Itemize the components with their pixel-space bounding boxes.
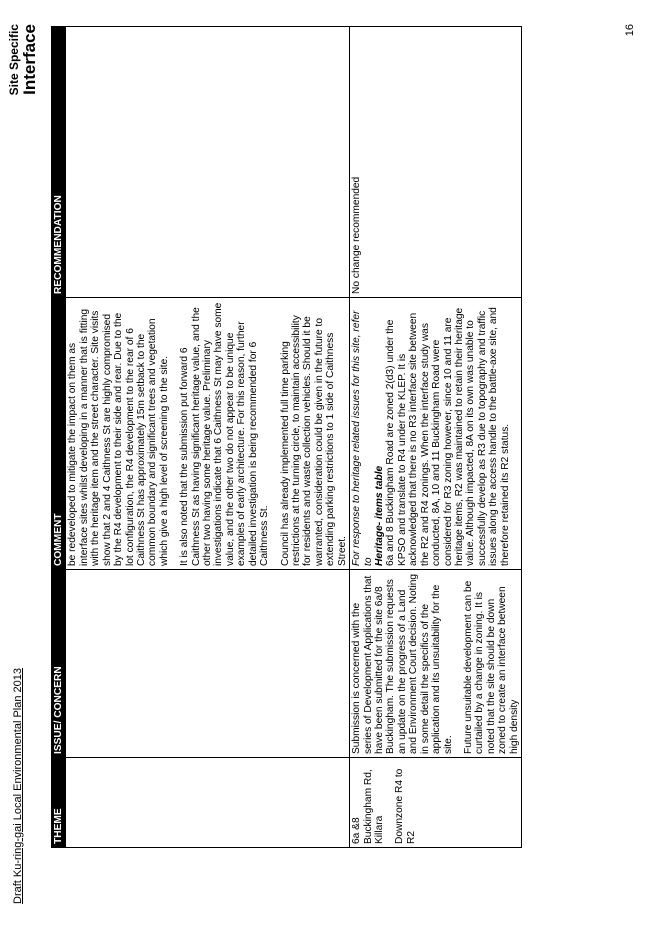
issue-cell: [66, 570, 350, 758]
comment-paragraph: be redeveloped to mitigate the impact on them as interface sites whilst developing in a manner that is fitting with the heritage item and the street character. Site visits show that 2 and 4 Caithness St are highly compromised by the R4 development to their side and rear. Due to the lot configuration, the R4 development to the rear of 6 Caithness St has approximately 15m setback to the common boundary and significant trees and vegetation which give a high level of screening to the site.: [67, 308, 170, 566]
comment-paragraph: It is also noted that the submission put forward 6 Caithness St as having significant heritage value, and the other two having some heritage value. Preliminary investigations indicate that 6 Caithness St may have some value, and the other two do not appear to be unique examples of early architecture. For this reason, further detailed investigation is being recommended for 6 Caithness St.: [179, 302, 271, 566]
comment-cell: [350, 298, 522, 570]
column-header-comment: COMMENT: [52, 298, 66, 570]
theme-site: 6a &8 Buckingham Rd, Killara: [351, 769, 385, 844]
page-number: 16: [624, 24, 636, 37]
comment-paragraph: Council has already implemented full time parking restrictions at the turning circle, to maintain accessibility for residents and waste collection vehicles. Should it be warranted, consideration could be given in the future to extending parking restrictions to 1 side of Caithness Street.: [279, 315, 348, 566]
comment-body: 6a and 8 Buckingham Road are zoned 2(d3) under the KPSO and translate to R4 under the KLEP. It is acknowledged that there is no R3 interface site between the R2 and R4 zonings. When the interface study was conducted, 8A, 10 and 11 Buckingham Road were considered for R3 zoning however, since 10 and 11 are heritage items, R2 was maintained to retain their heritage value. Although impacted, 8A on its own was unable to successfully develop as R3 due to topography and traffic issues along the access handle to the battle-axe site, and therefore retained its R2 status.: [385, 307, 511, 566]
column-header-theme: THEME: [52, 758, 66, 848]
section-title: Interface: [19, 24, 39, 95]
theme-proposal: Downzone R4 to R2: [394, 768, 417, 844]
comment-cell: [66, 298, 350, 570]
recommendation-cell: No change recommended: [350, 27, 522, 298]
column-header-issue: ISSUE/ CONCERN: [52, 570, 66, 758]
heritage-items-reference: Heritage- items table: [373, 465, 385, 566]
theme-cell: [350, 758, 522, 848]
document-title: Draft Ku-ring-gai Local Environmental Plan 2013: [12, 667, 24, 904]
section-label: Site Specific: [7, 24, 21, 96]
comment-intro: For response to heritage related issues for this site, refer to: [351, 310, 374, 566]
table-header-row: [52, 27, 66, 848]
section-heading: [8, 24, 38, 95]
issue-cell: [350, 570, 522, 758]
issue-paragraph: Future unsuitable development can be curtailed by a change in zoning. It is noted that the site should be down zoned to create an interface between high density: [462, 580, 520, 754]
issue-paragraph: Submission is concerned with the series of Development Applications that have been submitted for the site 6a/8 Buckingham. The submission requests an update on the progress of a Land and Environment Court decision. Noting in some detail the specifics of the application and its unsuitability for the site.: [351, 573, 454, 754]
submissions-table: [51, 26, 522, 848]
table-row: [350, 27, 522, 848]
table-row: [66, 27, 350, 848]
theme-cell: [66, 758, 350, 848]
recommendation-cell: [66, 27, 350, 298]
comment-reference: [351, 301, 385, 566]
column-header-recommendation: RECOMMENDATION: [52, 27, 66, 298]
